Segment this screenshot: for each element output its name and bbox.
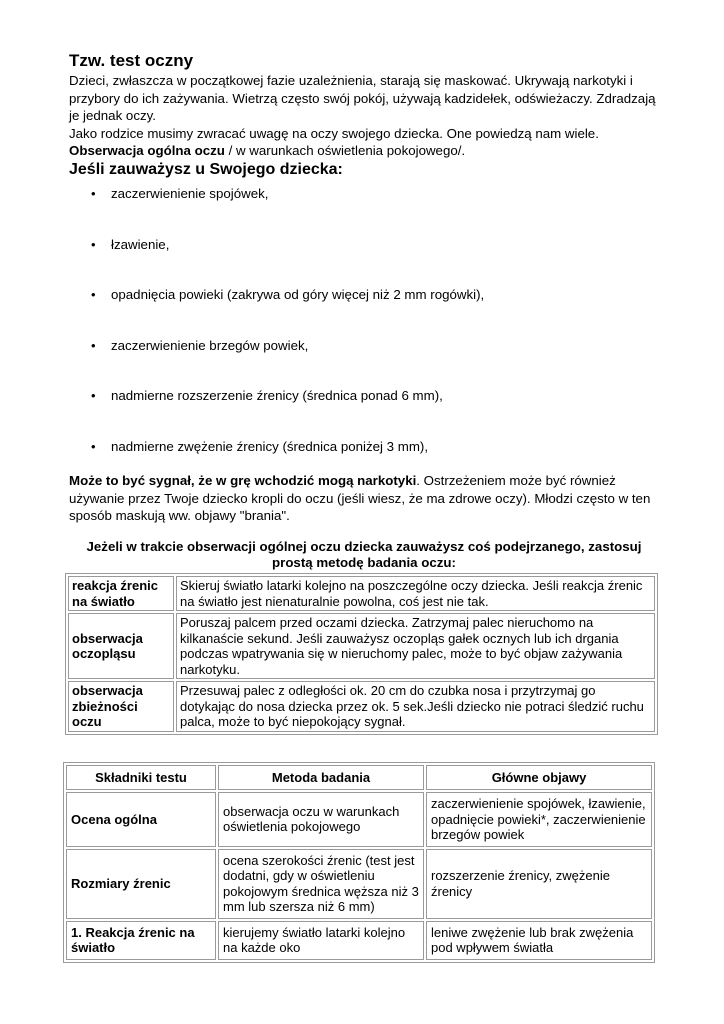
- table-cell: zaczerwienienie spojówek, łzawienie, opadnięcie powieki*, zaczerwienienie brzegów powiek: [426, 792, 652, 847]
- table-row: [66, 921, 652, 960]
- table-cell-text: Skieruj światło latarki kolejno na poszczególne oczy dziecka. Jeśli reakcja źrenic na światło jest nienaturalnie powolna, coś jest nie tak.: [176, 576, 655, 611]
- list-item: • nadmierne zwężenie źrenicy (średnica poniżej 3 mm),: [91, 439, 651, 490]
- test-components-table: [63, 762, 655, 963]
- list-item: • opadnięcia powieki (zakrywa od góry więcej niż 2 mm rogówki),: [91, 287, 651, 338]
- header-symptoms: Główne objawy: [426, 765, 652, 790]
- table-cell-text: Przesuwaj palec z odległości ok. 20 cm do czubka nosa i przytrzymaj go dotykając do nosa dziecka przez ok. 5 sek.Jeśli dziecko nie potraci śledzić ruchu palca, może to być niepokojący sygnał.: [176, 681, 655, 732]
- table-row: [68, 613, 655, 679]
- symptom-list: [91, 186, 651, 489]
- warning-bold: Może to być sygnał, że w grę wchodzić mogą narkotyki: [69, 473, 417, 488]
- table-cell: leniwe zwężenie lub brak zwężenia pod wpływem światła: [426, 921, 652, 960]
- table-row: [66, 849, 652, 919]
- header-method: Metoda badania: [218, 765, 424, 790]
- table-cell: ocena szerokości źrenic (test jest dodatni, gdy w oświetleniu pokojowym średnica węższa niż 3 mm lub szersza niż 6 mm): [218, 849, 424, 919]
- table-cell-name: obserwacja oczopląsu: [68, 613, 174, 679]
- intro-section: [69, 72, 659, 160]
- intro-paragraph-2: Jako rodzice musimy zwracać uwagę na oczy swojego dziecka. One powiedzą nam wiele.: [69, 125, 599, 141]
- table-row: [68, 576, 655, 611]
- table-cell-name: reakcja źrenic na światło: [68, 576, 174, 611]
- list-item: • nadmierne rozszerzenie źrenicy (średnica ponad 6 mm),: [91, 388, 651, 439]
- table-row: [66, 792, 652, 847]
- test-section-title: Jeżeli w trakcie obserwacji ogólnej oczu dziecka zauważysz coś podejrzanego, zastosuj prostą metodę badania oczu:: [86, 539, 642, 570]
- header-test-components: Składniki testu: [66, 765, 216, 790]
- table-header-row: [66, 765, 652, 790]
- intro-bold-phrase: Obserwacja ogólna oczu: [69, 143, 225, 158]
- table-cell: obserwacja oczu w warunkach oświetlenia pokojowego: [218, 792, 424, 847]
- list-item: • zaczerwienienie brzegów powiek,: [91, 338, 651, 389]
- table-cell: Ocena ogólna: [66, 792, 216, 847]
- intro-rest: / w warunkach oświetlenia pokojowego/.: [224, 143, 466, 158]
- page-title: Tzw. test oczny: [69, 51, 194, 70]
- list-item: • zaczerwienienie spojówek,: [91, 186, 651, 237]
- eye-test-table: [65, 573, 658, 735]
- document-page: [69, 50, 659, 955]
- table-row: [68, 681, 655, 732]
- table-cell: kierujemy światło latarki kolejno na każde oko: [218, 921, 424, 960]
- table-cell-text: Poruszaj palcem przed oczami dziecka. Zatrzymaj palec nieruchomo na kilkanaście sekund. Jeśli zauważysz oczopląs gałek ocznych lub ich drgania podczas wpatrywania się w nieruchomy palec, może to być objaw zażywania narkotyku.: [176, 613, 655, 679]
- warning-rest: . Ostrzeżeniem może być również używanie przez Twoje dziecko kropli do oczu (jeśli wiesz, że ma zdrowe oczy). Młodzi często w ten sposób maskują ww. objawy "brania".: [69, 473, 651, 523]
- table-cell: 1. Reakcja źrenic na światło: [66, 921, 216, 960]
- table-cell: Rozmiary źrenic: [66, 849, 216, 919]
- table-cell: rozszerzenie źrenicy, zwężenie źrenicy: [426, 849, 652, 919]
- warning-paragraph: [69, 472, 659, 525]
- table-cell-name: obserwacja zbieżności oczu: [68, 681, 174, 732]
- intro-paragraph-1: Dzieci, zwłaszcza w początkowej fazie uzależnienia, starają się maskować. Ukrywają narkotyki i przybory do ich zażywania. Wietrzą często swój pokój, używają kadzidełek, odświeżaczy. Zdradzają je jednak oczy.: [69, 73, 656, 123]
- intro-paragraph-3: [69, 142, 659, 160]
- list-item: • łzawienie,: [91, 237, 651, 288]
- section-subtitle: Jeśli zauważysz u Swojego dziecka:: [69, 160, 343, 178]
